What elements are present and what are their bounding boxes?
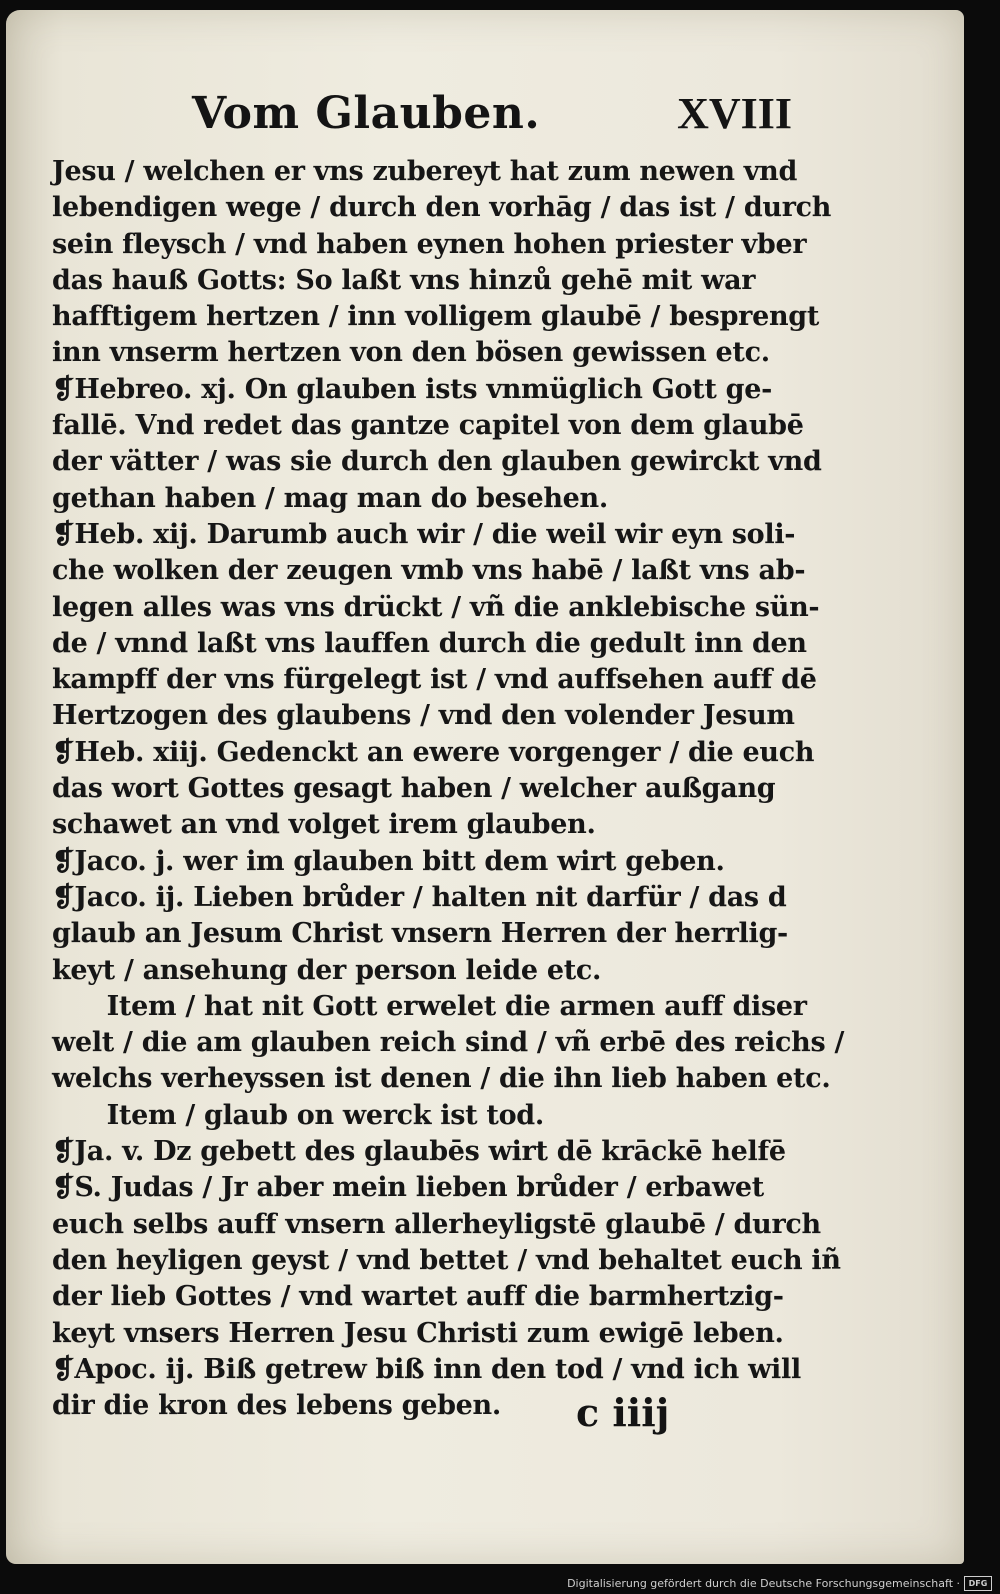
text-line: ❡Jaco. ij. Lieben brůder / halten nit darfür / das d bbox=[52, 881, 787, 913]
text-line: ❡S. Judas / Jr aber mein lieben brůder / erbawet bbox=[52, 1172, 764, 1204]
text-line: ❡Heb. xij. Darumb auch wir / die weil wir eyn soli- bbox=[52, 518, 796, 550]
text-line: keyt / ansehung der person leide etc. bbox=[52, 954, 602, 986]
text-line: der vätter / was sie durch den glauben gewirckt vnd bbox=[52, 446, 822, 478]
signature-mark: c iiij bbox=[576, 1390, 670, 1435]
text-line: ❡Ja. v. Dz gebett des glaubēs wirt dē krāckē helfē bbox=[52, 1136, 786, 1168]
text-line: das wort Gottes gesagt haben / welcher außgang bbox=[52, 773, 776, 805]
digitization-credit: Digitalisierung gefördert durch die Deutsche Forschungsgemeinschaft · bbox=[567, 1577, 960, 1590]
text-line: che wolken der zeugen vmb vns habē / laßt vns ab- bbox=[52, 555, 806, 587]
text-line: inn vnserm hertzen von den bösen gewissen etc. bbox=[52, 337, 770, 369]
text-line: ❡Jaco. j. wer im glauben bitt dem wirt geben. bbox=[52, 845, 725, 877]
text-line: glaub an Jesum Christ vnsern Herren der herrlig- bbox=[52, 918, 788, 950]
text-line: keyt vnsers Herren Jesu Christi zum ewigē leben. bbox=[52, 1317, 784, 1349]
text-line: ❡Apoc. ij. Biß getrew biß inn den tod / vnd ich will bbox=[52, 1353, 801, 1385]
body-text bbox=[52, 154, 845, 1424]
text-line: Hertzogen des glaubens / vnd den volender Jesum bbox=[52, 700, 795, 732]
text-line: das hauß Gotts: So laßt vns hinzů gehē mit war bbox=[52, 264, 756, 296]
text-line: euch selbs auff vnsern allerheyligstē glaubē / durch bbox=[52, 1208, 821, 1240]
text-line: hafftigem hertzen / inn volligem glaubē / besprengt bbox=[52, 301, 820, 333]
text-line: der lieb Gottes / vnd wartet auff die barmhertzig- bbox=[52, 1281, 784, 1313]
folio-number: XVIII bbox=[677, 89, 792, 138]
text-line: schawet an vnd volget irem glauben. bbox=[52, 809, 596, 841]
running-head bbox=[192, 88, 792, 148]
text-line: Jesu / welchen er vns zubereyt hat zum newen vnd bbox=[52, 156, 798, 187]
text-line: den heyligen geyst / vnd bettet / vnd behaltet euch iñ bbox=[52, 1244, 841, 1276]
book-page bbox=[6, 10, 964, 1564]
text-line: ❡Hebreo. xj. On glauben ists vnmüglich Gott ge- bbox=[52, 373, 772, 405]
text-line: gethan haben / mag man do besehen. bbox=[52, 482, 608, 514]
page-title: Vom Glauben. bbox=[192, 88, 541, 139]
text-line: lebendigen wege / durch den vorhāg / das ist / durch bbox=[52, 192, 832, 224]
text-line: welchs verheyssen ist denen / die ihn lieb haben etc. bbox=[52, 1063, 831, 1095]
text-line: Item / hat nit Gott erwelet die armen auff diser bbox=[52, 990, 807, 1022]
text-line: Item / glaub on werck ist tod. bbox=[52, 1099, 544, 1131]
text-line: ❡Heb. xiij. Gedenckt an ewere vorgenger / die euch bbox=[52, 736, 815, 768]
text-line: fallē. Vnd redet das gantze capitel von dem glaubē bbox=[52, 410, 804, 442]
text-line: legen alles was vns drückt / vñ die anklebische sün- bbox=[52, 591, 820, 623]
text-line: dir die kron des lebens geben. bbox=[52, 1390, 501, 1422]
text-line: de / vnnd laßt vns lauffen durch die gedult inn den bbox=[52, 627, 807, 659]
text-line: kampff der vns fürgelegt ist / vnd auffsehen auff dē bbox=[52, 664, 817, 696]
text-line: welt / die am glauben reich sind / vñ erbē des reichs / bbox=[52, 1027, 845, 1059]
dfg-logo-icon: DFG bbox=[964, 1576, 992, 1591]
text-line: sein fleysch / vnd haben eynen hohen priester vber bbox=[52, 228, 807, 260]
